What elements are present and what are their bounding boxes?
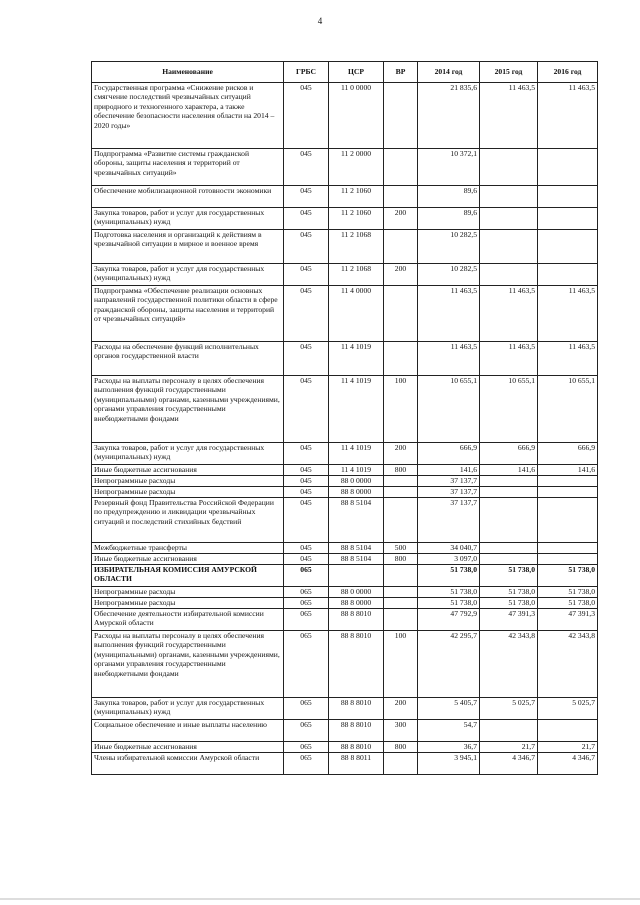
row-csr: 11 4 0000 <box>329 286 384 342</box>
row-grbs: 045 <box>284 554 329 565</box>
row-amount-2016: 21,7 <box>538 742 598 753</box>
row-csr: 88 8 8011 <box>329 753 384 775</box>
header-vr: ВР <box>384 62 418 83</box>
row-amount-2015: 51 738,0 <box>480 565 538 587</box>
row-vr <box>384 83 418 149</box>
row-name: Межбюджетные трансферты <box>92 543 284 554</box>
row-csr: 11 0 0000 <box>329 83 384 149</box>
row-amount-2014: 51 738,0 <box>418 565 480 587</box>
row-vr <box>384 230 418 264</box>
row-amount-2016 <box>538 476 598 487</box>
row-amount-2015: 51 738,0 <box>480 587 538 598</box>
row-vr <box>384 286 418 342</box>
row-vr <box>384 487 418 498</box>
row-amount-2016 <box>538 543 598 554</box>
row-name: Иные бюджетные ассигнования <box>92 465 284 476</box>
row-grbs: 065 <box>284 720 329 742</box>
row-vr <box>384 609 418 631</box>
row-name: Социальное обеспечение и иные выплаты населению <box>92 720 284 742</box>
table-row <box>92 208 598 230</box>
row-amount-2014: 89,6 <box>418 186 480 208</box>
table-row <box>92 753 598 775</box>
row-amount-2016: 666,9 <box>538 443 598 465</box>
row-name: Члены избирательной комиссии Амурской области <box>92 753 284 775</box>
row-name: Подпрограмма «Развитие системы гражданской обороны, защиты населения и территорий от чрезвычайных ситуаций» <box>92 149 284 186</box>
header-2016: 2016 год <box>538 62 598 83</box>
row-name: Закупка товаров, работ и услуг для государственных (муниципальных) нужд <box>92 208 284 230</box>
row-amount-2014: 10 282,5 <box>418 230 480 264</box>
row-amount-2016 <box>538 264 598 286</box>
table-row <box>92 376 598 443</box>
row-amount-2014: 51 738,0 <box>418 587 480 598</box>
row-vr <box>384 186 418 208</box>
row-amount-2016: 11 463,5 <box>538 83 598 149</box>
row-amount-2015 <box>480 498 538 543</box>
row-grbs: 065 <box>284 587 329 598</box>
table-header-row <box>92 62 598 83</box>
table-row <box>92 565 598 587</box>
table-row <box>92 186 598 208</box>
row-amount-2015 <box>480 487 538 498</box>
row-amount-2016: 47 391,3 <box>538 609 598 631</box>
row-amount-2015: 11 463,5 <box>480 342 538 376</box>
row-amount-2014: 10 655,1 <box>418 376 480 443</box>
row-grbs: 045 <box>284 543 329 554</box>
row-amount-2016 <box>538 230 598 264</box>
row-amount-2016 <box>538 498 598 543</box>
row-amount-2016 <box>538 487 598 498</box>
row-vr: 200 <box>384 264 418 286</box>
row-csr: 11 2 1068 <box>329 264 384 286</box>
row-vr: 200 <box>384 208 418 230</box>
row-csr: 88 8 8010 <box>329 720 384 742</box>
row-amount-2015: 141,6 <box>480 465 538 476</box>
row-grbs: 065 <box>284 742 329 753</box>
row-amount-2014: 89,6 <box>418 208 480 230</box>
row-amount-2016 <box>538 208 598 230</box>
row-name: Иные бюджетные ассигнования <box>92 554 284 565</box>
table-row <box>92 487 598 498</box>
row-grbs: 065 <box>284 609 329 631</box>
row-vr <box>384 498 418 543</box>
row-grbs: 045 <box>284 376 329 443</box>
row-vr: 100 <box>384 376 418 443</box>
row-vr: 300 <box>384 720 418 742</box>
row-csr: 11 2 1068 <box>329 230 384 264</box>
header-name: Наименование <box>92 62 284 83</box>
header-grbs: ГРБС <box>284 62 329 83</box>
table-row <box>92 720 598 742</box>
row-name: Непрограммные расходы <box>92 476 284 487</box>
row-name: Расходы на обеспечение функций исполнительных органов государственной власти <box>92 342 284 376</box>
table-row <box>92 149 598 186</box>
header-2014: 2014 год <box>418 62 480 83</box>
row-csr: 11 4 1019 <box>329 342 384 376</box>
page-number: 4 <box>317 16 323 26</box>
row-grbs: 045 <box>284 342 329 376</box>
row-csr: 88 8 8010 <box>329 631 384 698</box>
row-csr <box>329 565 384 587</box>
table-row <box>92 631 598 698</box>
row-name: Закупка товаров, работ и услуг для государственных (муниципальных) нужд <box>92 698 284 720</box>
row-csr: 11 2 0000 <box>329 149 384 186</box>
row-amount-2014: 10 282,5 <box>418 264 480 286</box>
row-amount-2016: 4 346,7 <box>538 753 598 775</box>
row-name: Обеспечение мобилизационной готовности экономики <box>92 186 284 208</box>
row-vr: 800 <box>384 465 418 476</box>
row-vr: 800 <box>384 742 418 753</box>
row-amount-2016 <box>538 720 598 742</box>
row-csr: 11 4 1019 <box>329 376 384 443</box>
row-amount-2015: 11 463,5 <box>480 83 538 149</box>
row-vr <box>384 149 418 186</box>
row-amount-2014: 11 463,5 <box>418 286 480 342</box>
row-amount-2014: 51 738,0 <box>418 598 480 609</box>
row-grbs: 045 <box>284 465 329 476</box>
row-amount-2015 <box>480 149 538 186</box>
row-amount-2016: 42 343,8 <box>538 631 598 698</box>
row-amount-2014: 42 295,7 <box>418 631 480 698</box>
table-row <box>92 264 598 286</box>
row-vr <box>384 476 418 487</box>
row-amount-2016: 51 738,0 <box>538 598 598 609</box>
row-amount-2016 <box>538 186 598 208</box>
row-grbs: 045 <box>284 476 329 487</box>
row-amount-2016 <box>538 554 598 565</box>
row-grbs: 065 <box>284 565 329 587</box>
row-csr: 11 2 1060 <box>329 208 384 230</box>
row-amount-2014: 47 792,9 <box>418 609 480 631</box>
row-grbs: 045 <box>284 149 329 186</box>
row-vr <box>384 565 418 587</box>
row-amount-2014: 5 405,7 <box>418 698 480 720</box>
row-csr: 88 8 5104 <box>329 543 384 554</box>
row-grbs: 045 <box>284 487 329 498</box>
table-body <box>92 83 598 775</box>
row-grbs: 045 <box>284 230 329 264</box>
row-grbs: 065 <box>284 753 329 775</box>
row-amount-2015 <box>480 554 538 565</box>
row-amount-2015: 47 391,3 <box>480 609 538 631</box>
row-amount-2014: 34 040,7 <box>418 543 480 554</box>
row-name: Подготовка населения и организаций к действиям в чрезвычайной ситуации в мирное и военное время <box>92 230 284 264</box>
row-amount-2014: 21 835,6 <box>418 83 480 149</box>
row-grbs: 065 <box>284 698 329 720</box>
row-amount-2015: 5 025,7 <box>480 698 538 720</box>
row-name: Обеспечение деятельности избирательной комиссии Амурской области <box>92 609 284 631</box>
row-amount-2014: 36,7 <box>418 742 480 753</box>
row-grbs: 045 <box>284 264 329 286</box>
row-amount-2016 <box>538 149 598 186</box>
row-csr: 88 8 8010 <box>329 698 384 720</box>
row-amount-2015 <box>480 720 538 742</box>
row-vr <box>384 342 418 376</box>
row-csr: 88 8 5104 <box>329 498 384 543</box>
table-row <box>92 443 598 465</box>
table-row <box>92 286 598 342</box>
row-amount-2015: 10 655,1 <box>480 376 538 443</box>
row-amount-2014: 3 945,1 <box>418 753 480 775</box>
row-amount-2014: 37 137,7 <box>418 487 480 498</box>
row-vr: 800 <box>384 554 418 565</box>
row-amount-2016: 11 463,5 <box>538 342 598 376</box>
row-name: ИЗБИРАТЕЛЬНАЯ КОМИССИЯ АМУРСКОЙ ОБЛАСТИ <box>92 565 284 587</box>
budget-table <box>91 61 598 775</box>
row-csr: 11 4 1019 <box>329 465 384 476</box>
row-amount-2015 <box>480 476 538 487</box>
row-csr: 88 8 0000 <box>329 487 384 498</box>
row-csr: 11 4 1019 <box>329 443 384 465</box>
row-grbs: 045 <box>284 286 329 342</box>
row-vr: 500 <box>384 543 418 554</box>
row-csr: 11 2 1060 <box>329 186 384 208</box>
table-row <box>92 598 598 609</box>
row-csr: 88 0 0000 <box>329 476 384 487</box>
table-row <box>92 609 598 631</box>
table-row <box>92 554 598 565</box>
row-amount-2014: 37 137,7 <box>418 476 480 487</box>
row-name: Расходы на выплаты персоналу в целях обеспечения выполнения функций государственными (муниципальными) органами, казенными учреждениями, органами управления государственными внебюджетными фондами <box>92 376 284 443</box>
row-csr: 88 8 8010 <box>329 742 384 753</box>
row-name: Иные бюджетные ассигнования <box>92 742 284 753</box>
header-csr: ЦСР <box>329 62 384 83</box>
row-amount-2016: 141,6 <box>538 465 598 476</box>
row-amount-2016: 10 655,1 <box>538 376 598 443</box>
row-amount-2016: 11 463,5 <box>538 286 598 342</box>
row-amount-2015: 51 738,0 <box>480 598 538 609</box>
row-grbs: 045 <box>284 186 329 208</box>
row-vr <box>384 598 418 609</box>
row-amount-2015: 11 463,5 <box>480 286 538 342</box>
table-row <box>92 230 598 264</box>
row-amount-2014: 666,9 <box>418 443 480 465</box>
row-name: Расходы на выплаты персоналу в целях обеспечения выполнения функций государственными (муниципальными) органами, казенными учреждениями, органами управления государственными внебюджетными фондами <box>92 631 284 698</box>
row-vr: 100 <box>384 631 418 698</box>
row-amount-2014: 10 372,1 <box>418 149 480 186</box>
row-amount-2015: 21,7 <box>480 742 538 753</box>
row-name: Резервный фонд Правительства Российской Федерации по предупреждению и ликвидации чрезвычайных ситуаций и последствий стихийных бедствий <box>92 498 284 543</box>
table-row <box>92 543 598 554</box>
row-csr: 88 8 8010 <box>329 609 384 631</box>
row-amount-2015: 4 346,7 <box>480 753 538 775</box>
table-row <box>92 476 598 487</box>
table-row <box>92 465 598 476</box>
table-row <box>92 83 598 149</box>
table-row <box>92 742 598 753</box>
row-csr: 88 8 5104 <box>329 554 384 565</box>
header-2015: 2015 год <box>480 62 538 83</box>
row-name: Закупка товаров, работ и услуг для государственных (муниципальных) нужд <box>92 443 284 465</box>
table-row <box>92 498 598 543</box>
row-name: Непрограммные расходы <box>92 487 284 498</box>
row-csr: 88 0 0000 <box>329 587 384 598</box>
row-name: Закупка товаров, работ и услуг для государственных (муниципальных) нужд <box>92 264 284 286</box>
row-grbs: 065 <box>284 598 329 609</box>
row-grbs: 065 <box>284 631 329 698</box>
row-grbs: 045 <box>284 498 329 543</box>
row-amount-2015 <box>480 186 538 208</box>
scan-edge <box>0 898 640 900</box>
row-amount-2015 <box>480 264 538 286</box>
row-grbs: 045 <box>284 208 329 230</box>
row-amount-2014: 54,7 <box>418 720 480 742</box>
row-amount-2014: 11 463,5 <box>418 342 480 376</box>
table-row <box>92 342 598 376</box>
row-name: Подпрограмма «Обеспечение реализации основных направлений государственной политики области в сфере гражданской обороны, защиты населения и территорий от чрезвычайных ситуаций» <box>92 286 284 342</box>
row-amount-2014: 141,6 <box>418 465 480 476</box>
row-amount-2016: 51 738,0 <box>538 587 598 598</box>
table-row <box>92 587 598 598</box>
row-grbs: 045 <box>284 443 329 465</box>
row-name: Государственная программа «Снижение рисков и смягчение последствий чрезвычайных ситуаций природного и техногенного характера, а также обеспечение безопасности населения области на 2014 – 2020 годы» <box>92 83 284 149</box>
row-amount-2014: 37 137,7 <box>418 498 480 543</box>
row-amount-2015: 42 343,8 <box>480 631 538 698</box>
row-amount-2016: 51 738,0 <box>538 565 598 587</box>
row-name: Непрограммные расходы <box>92 587 284 598</box>
row-vr: 200 <box>384 698 418 720</box>
row-amount-2015 <box>480 543 538 554</box>
row-amount-2016: 5 025,7 <box>538 698 598 720</box>
table-row <box>92 698 598 720</box>
row-name: Непрограммные расходы <box>92 598 284 609</box>
row-grbs: 045 <box>284 83 329 149</box>
row-amount-2015 <box>480 230 538 264</box>
row-vr <box>384 587 418 598</box>
row-csr: 88 8 0000 <box>329 598 384 609</box>
row-vr <box>384 753 418 775</box>
row-vr: 200 <box>384 443 418 465</box>
row-amount-2014: 3 097,0 <box>418 554 480 565</box>
row-amount-2015: 666,9 <box>480 443 538 465</box>
row-amount-2015 <box>480 208 538 230</box>
